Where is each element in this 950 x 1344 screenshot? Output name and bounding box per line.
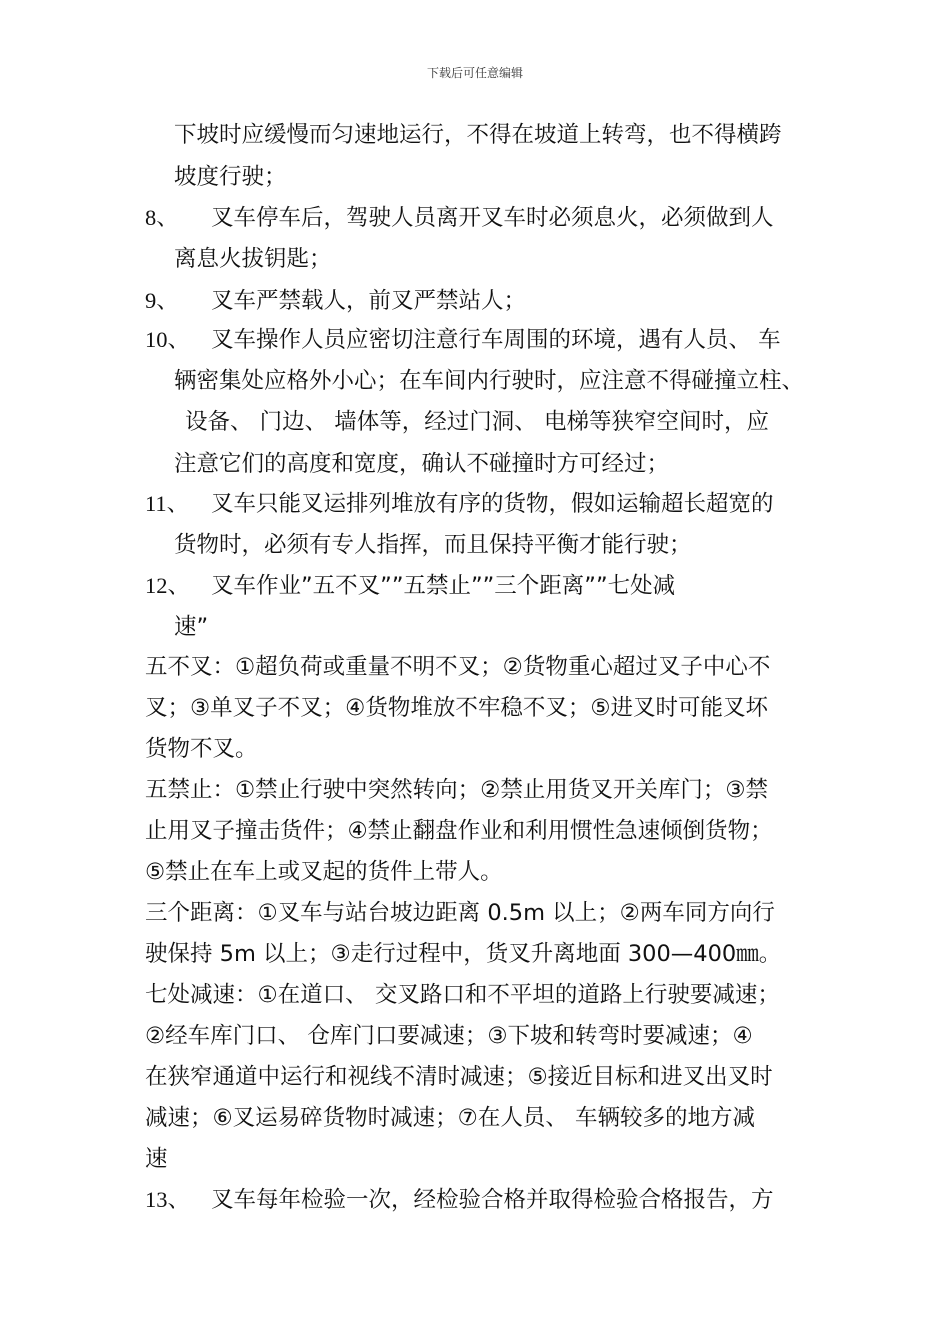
line-text: 速 (145, 1146, 168, 1172)
text-line (174, 449, 669, 479)
list-item-10 (145, 325, 781, 355)
item-number: 10、 (145, 327, 191, 352)
text-line (145, 775, 768, 805)
list-item-13 (145, 1185, 774, 1215)
text-line (145, 898, 775, 928)
line-text: 七处减速：①在道口、 交叉路口和不平坦的道路上行驶要减速； (145, 982, 780, 1008)
line-text: 货物时，必须有专人指挥，而且保持平衡才能行驶； (174, 532, 692, 558)
text-line (185, 407, 769, 437)
line-text: ⑤禁止在车上或叉起的货件上带人。 (145, 859, 503, 885)
line-text: 货物不叉。 (145, 736, 258, 762)
item-number: 13、 (145, 1187, 191, 1212)
text-line (145, 693, 768, 723)
line-text: 止用叉子撞击货件；④禁止翻盘作业和利用惯性急速倾倒货物； (145, 818, 773, 844)
line-text: 设备、 门边、 墙体等，经过门洞、 电梯等狭窄空间时，应 (185, 409, 769, 435)
item-number: 9、 (145, 288, 179, 313)
line-text: 五不叉：①超负荷或重量不明不叉；②货物重心超过叉子中心不 (145, 654, 771, 680)
text-line (145, 857, 503, 887)
line-text: 速” (174, 614, 209, 640)
text-line (145, 1021, 753, 1051)
line-text: 离息火拔钥匙； (174, 246, 332, 272)
text-line (145, 939, 781, 969)
text-line (145, 816, 773, 846)
line-text: ②经车库门口、 仓库门口要减速；③下坡和转弯时要减速；④ (145, 1023, 753, 1049)
item-number: 11、 (145, 491, 190, 516)
line-text: 驶保持 5m 以上；③走行过程中，货叉升离地面 300—400㎜。 (145, 941, 782, 967)
line-text: 叉；③单叉子不叉；④货物堆放不牢稳不叉；⑤进叉时可能叉坏 (145, 695, 769, 721)
text-line (145, 980, 780, 1010)
line-text: 三个距离：①叉车与站台坡边距离 0.5m 以上；②两车同方向行 (145, 900, 775, 926)
line-text: 坡度行驶； (174, 164, 287, 190)
text-line (145, 1103, 755, 1133)
text-line (174, 530, 692, 560)
line-text: 减速；⑥叉运易碎货物时减速；⑦在人员、 车辆较多的地方减 (145, 1105, 755, 1131)
line-text: 辆密集处应格外小心；在车间内行驶时，应注意不得碰撞立柱、 (174, 368, 805, 394)
line-text: 叉车每年检验一次，经检验合格并取得检验合格报告，方 (211, 1187, 774, 1213)
list-item-8 (145, 203, 774, 233)
list-item-9 (145, 286, 526, 316)
text-line (145, 1144, 168, 1174)
line-text: 在狭窄通道中运行和视线不清时减速；⑤接近目标和进叉出叉时 (145, 1064, 773, 1090)
line-text: 叉车作业”五不叉””五禁止””三个距离””七处减 (211, 573, 676, 599)
text-line (145, 652, 770, 682)
page-header: 下载后可任意编辑 (426, 66, 523, 80)
text-line (145, 734, 258, 764)
list-item-11 (145, 489, 774, 519)
line-text: 注意它们的高度和宽度，确认不碰撞时方可经过； (174, 451, 670, 477)
item-number: 12、 (145, 573, 191, 598)
text-line (174, 612, 208, 642)
line-text: 叉车只能叉运排列堆放有序的货物，假如运输超长超宽的 (211, 491, 774, 517)
text-line (174, 244, 332, 274)
item-number: 8、 (145, 205, 179, 230)
line-text: 五禁止：①禁止行驶中突然转向；②禁止用货叉开关库门；③禁 (145, 777, 769, 803)
line-text: 下坡时应缓慢而匀速地运行，不得在坡道上转弯，也不得横跨 (174, 122, 782, 148)
line-text: 叉车严禁载人，前叉严禁站人； (211, 288, 527, 314)
text-line (145, 1062, 773, 1092)
line-text: 叉车操作人员应密切注意行车周围的环境，遇有人员、 车 (211, 327, 781, 353)
list-item-12 (145, 571, 675, 601)
text-line (174, 120, 782, 150)
text-line (174, 162, 287, 192)
line-text: 叉车停车后，驾驶人员离开叉车时必须息火，必须做到人 (211, 205, 774, 231)
text-line (174, 366, 804, 396)
